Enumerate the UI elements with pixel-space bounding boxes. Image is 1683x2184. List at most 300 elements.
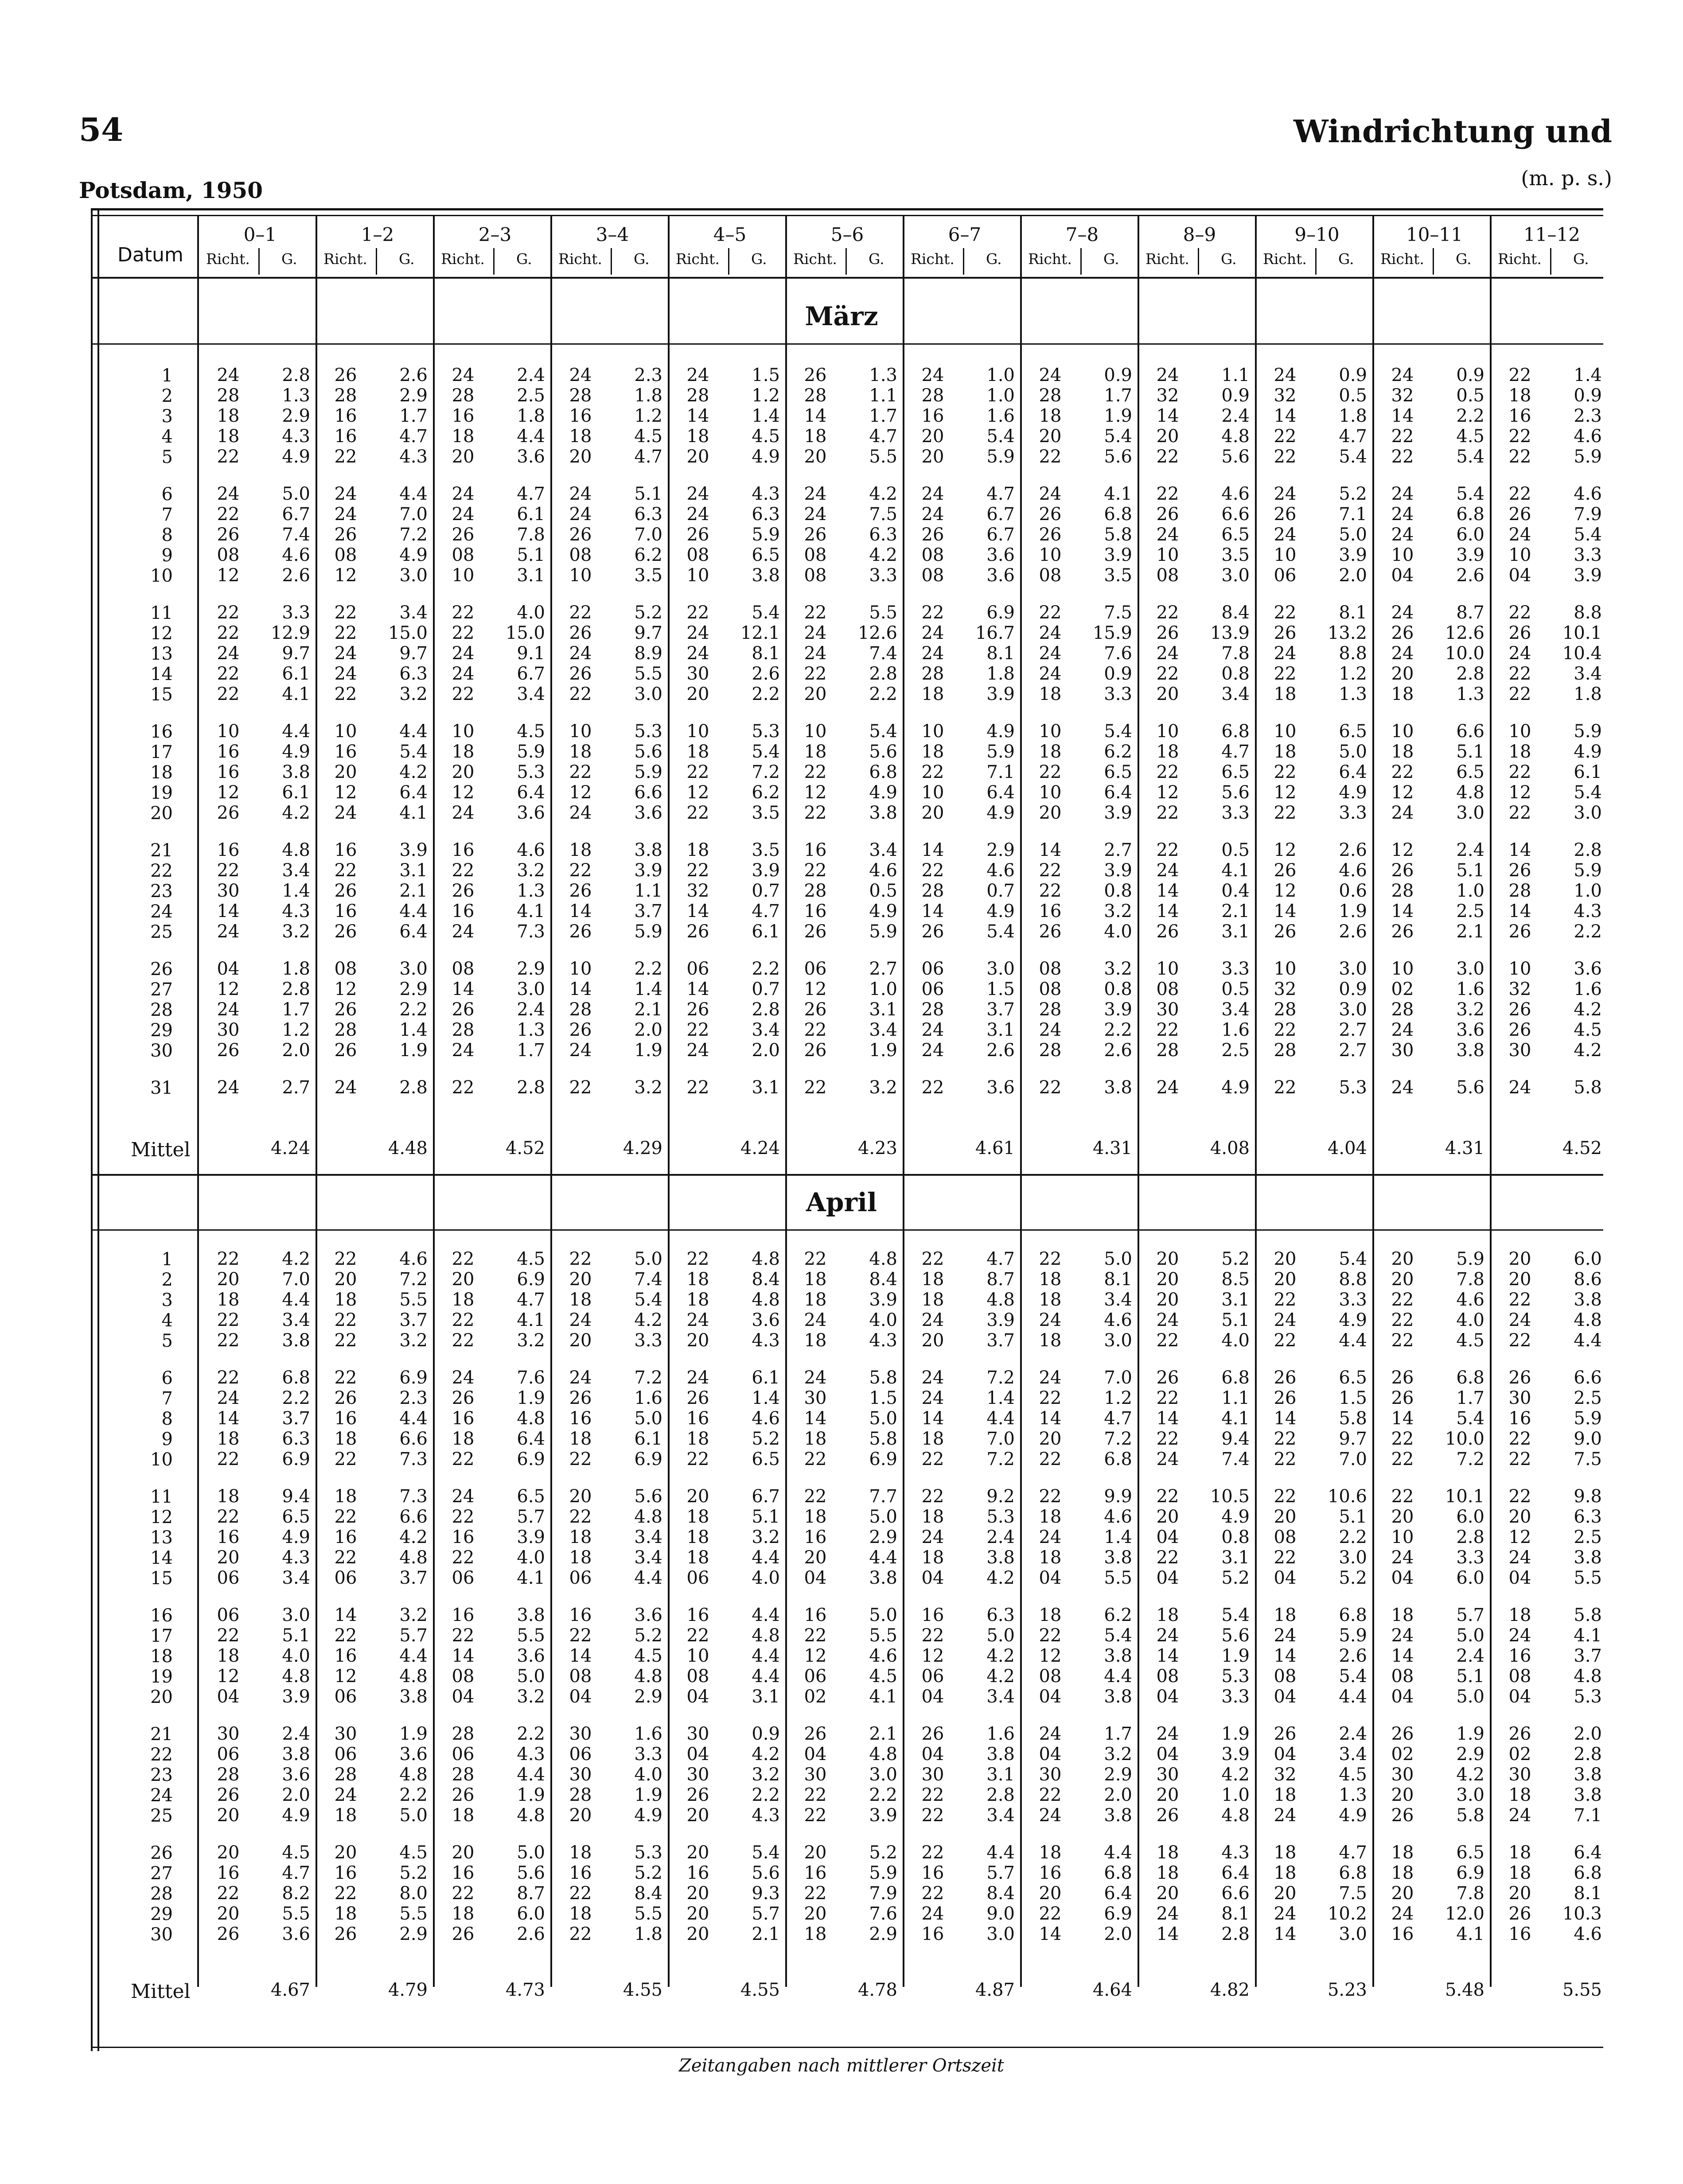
speed-cell: 4.2 [634,1310,662,1330]
speed-cell: 2.7 [282,1077,310,1098]
speed-cell: 6.6 [634,782,662,803]
direction-cell: 04 [217,959,240,979]
direction-cell: 22 [686,803,709,823]
speed-cell: 5.6 [1221,447,1250,467]
speed-cell: 13.2 [1327,623,1367,643]
speed-cell: 0.5 [1456,385,1484,406]
speed-cell: 5.1 [1456,860,1484,881]
direction-cell: 12 [804,1646,827,1666]
direction-cell: 26 [686,999,709,1020]
speed-cell: 5.2 [634,602,662,623]
speed-cell: 0.9 [1104,664,1132,684]
speed-cell: 1.0 [1456,881,1484,901]
direction-cell: 14 [686,406,709,426]
day-number: 2 [161,386,173,406]
day-number: 31 [150,1078,173,1098]
speed-cell: 4.4 [986,1408,1015,1429]
speed-cell: 6.5 [1339,1368,1367,1388]
day-number: 27 [150,979,173,1000]
speed-cell: 3.1 [1221,921,1250,942]
direction-cell: 30 [569,1724,592,1744]
direction-cell: 06 [334,1744,357,1764]
direction-cell: 24 [921,1040,944,1061]
direction-cell: 22 [686,1449,709,1469]
direction-cell: 18 [1508,1605,1531,1625]
direction-cell: 30 [1391,1764,1414,1785]
speed-cell: 7.6 [869,1904,897,1924]
speed-cell: 3.4 [869,840,897,860]
direction-cell: 22 [1274,1077,1297,1098]
speed-cell: 2.6 [1104,1040,1132,1061]
speed-cell: 6.8 [1339,1863,1367,1883]
direction-cell: 14 [921,1408,944,1429]
speed-cell: 0.9 [1456,365,1484,385]
direction-cell: 16 [452,840,475,860]
speed-cell: 7.3 [399,1449,428,1469]
direction-cell: 22 [686,860,709,881]
direction-cell: 26 [569,664,592,684]
direction-cell: 20 [1156,426,1179,447]
direction-cell: 06 [1274,565,1297,586]
direction-cell: 06 [921,959,944,979]
direction-cell: 10 [1039,545,1062,565]
speed-cell: 6.5 [1339,721,1367,742]
speed-cell: 2.9 [282,406,310,426]
speed-cell: 1.3 [517,1020,545,1040]
station-label: Potsdam, 1950 [79,177,263,203]
speed-cell: 6.4 [1221,1863,1250,1883]
speed-cell: 4.3 [282,426,310,447]
speed-cell: 4.7 [752,901,780,921]
speed-cell: 5.5 [282,1904,310,1924]
speed-cell: 2.0 [1104,1924,1132,1944]
direction-cell: 18 [334,1904,357,1924]
direction-cell: 10 [569,565,592,586]
direction-cell: 20 [921,803,944,823]
direction-cell: 28 [804,385,827,406]
speed-cell: 3.4 [1104,1290,1132,1310]
direction-cell: 18 [1274,1842,1297,1863]
direction-cell: 18 [1508,1842,1531,1863]
speed-cell: 5.3 [634,721,662,742]
speed-cell: 6.4 [986,782,1015,803]
direction-cell: 04 [1508,1568,1531,1588]
speed-cell: 3.2 [399,684,428,704]
direction-cell: 22 [921,1805,944,1826]
speed-cell: 6.9 [1456,1863,1484,1883]
direction-cell: 22 [1156,664,1179,684]
direction-cell: 22 [1156,1388,1179,1408]
speed-cell: 5.2 [634,1863,662,1883]
speed-cell: 5.0 [399,1805,428,1826]
day-number: 26 [150,1843,173,1863]
speed-cell: 3.8 [986,1744,1015,1764]
speed-cell: 4.8 [1221,426,1250,447]
direction-cell: 06 [921,1666,944,1687]
speed-cell: 2.5 [1574,1527,1602,1547]
speed-cell: 1.5 [869,1388,897,1408]
direction-cell: 12 [1391,782,1414,803]
direction-cell: 30 [1508,1040,1531,1061]
speed-cell: 8.7 [1456,602,1484,623]
direction-cell: 22 [921,1842,944,1863]
speed-cell: 4.8 [399,1764,428,1785]
speed-cell: 4.4 [634,1568,662,1588]
speed-cell: 1.6 [1574,979,1602,999]
speed-cell: 4.4 [1339,1330,1367,1351]
direction-cell: 24 [921,643,944,664]
speed-cell: 3.1 [752,1687,780,1707]
direction-cell: 28 [921,999,944,1020]
speed-cell: 5.5 [1574,1568,1602,1588]
speed-cell: 5.4 [1339,1249,1367,1269]
direction-cell: 26 [334,1924,357,1944]
speed-cell: 4.4 [1104,1666,1132,1687]
speed-cell: 4.8 [1574,1666,1602,1687]
speed-cell: 7.5 [1574,1449,1602,1469]
direction-cell: 04 [1508,1687,1531,1707]
direction-cell: 24 [217,643,240,664]
hour-header: 0–1 [243,224,277,245]
direction-cell: 22 [686,1077,709,1098]
running-title: Windrichtung und [1293,113,1612,150]
speed-cell: 5.9 [634,921,662,942]
speed-subheader: G. [281,250,297,268]
direction-cell: 02 [1391,1744,1414,1764]
direction-cell: 22 [1156,762,1179,782]
direction-cell: 20 [686,447,709,467]
speed-cell: 3.1 [399,860,428,881]
speed-cell: 2.9 [399,385,428,406]
speed-cell: 5.0 [517,1842,545,1863]
direction-cell: 24 [334,803,357,823]
speed-cell: 3.9 [1104,803,1132,823]
speed-cell: 3.0 [399,959,428,979]
day-number: 17 [150,1626,173,1646]
speed-cell: 5.3 [517,762,545,782]
speed-cell: 5.8 [1339,1408,1367,1429]
speed-cell: 6.0 [1456,1507,1484,1527]
speed-cell: 6.0 [517,1904,545,1924]
direction-cell: 24 [686,504,709,525]
direction-cell: 24 [1508,1547,1531,1568]
speed-cell: 5.1 [1456,1666,1484,1687]
speed-cell: 2.4 [1221,406,1250,426]
hour-header: 6–7 [948,224,982,245]
direction-cell: 22 [804,664,827,684]
speed-cell: 3.3 [1221,1687,1250,1707]
direction-cell: 22 [1274,1486,1297,1507]
direction-cell: 14 [921,840,944,860]
direction-cell: 12 [686,782,709,803]
mittel-value: 4.73 [505,1980,545,2000]
direction-cell: 08 [921,565,944,586]
direction-cell: 24 [452,504,475,525]
day-number: 30 [150,1924,173,1945]
speed-cell: 1.6 [1221,1020,1250,1040]
speed-cell: 5.3 [1574,1687,1602,1707]
speed-cell: 6.7 [282,504,310,525]
direction-cell: 06 [217,1568,240,1588]
direction-cell: 18 [452,426,475,447]
direction-cell: 26 [1039,921,1062,942]
speed-cell: 4.7 [1104,1408,1132,1429]
mittel-value: 4.67 [270,1980,310,2000]
direction-cell: 10 [1391,721,1414,742]
speed-cell: 4.0 [1456,1310,1484,1330]
speed-cell: 5.7 [399,1625,428,1646]
direction-cell: 24 [1274,484,1297,504]
direction-cell: 04 [1039,1687,1062,1707]
speed-cell: 2.1 [399,881,428,901]
speed-cell: 6.5 [1221,762,1250,782]
direction-cell: 24 [1156,1077,1179,1098]
direction-cell: 14 [1039,1408,1062,1429]
direction-cell: 24 [1156,1904,1179,1924]
speed-cell: 5.9 [986,742,1015,762]
direction-cell: 22 [804,1077,827,1098]
speed-cell: 4.2 [869,484,897,504]
direction-cell: 18 [804,742,827,762]
speed-cell: 4.4 [1104,1842,1132,1863]
speed-cell: 1.8 [282,959,310,979]
speed-cell: 1.7 [399,406,428,426]
direction-cell: 18 [1039,1269,1062,1290]
speed-cell: 1.9 [869,1040,897,1061]
speed-cell: 6.1 [634,1429,662,1449]
speed-cell: 4.6 [282,545,310,565]
direction-cell: 26 [1156,623,1179,643]
direction-cell: 24 [1156,1449,1179,1469]
direction-cell: 22 [1274,803,1297,823]
day-number: 23 [150,881,173,902]
speed-cell: 5.9 [1574,447,1602,467]
subheader-divider [258,248,260,275]
speed-cell: 2.6 [1339,840,1367,860]
dir-subheader: Richt. [911,250,954,268]
speed-cell: 6.8 [1221,721,1250,742]
hour-header: 3–4 [596,224,629,245]
mittel-value: 4.82 [1210,1980,1250,2000]
direction-cell: 20 [804,447,827,467]
direction-cell: 24 [921,623,944,643]
direction-cell: 16 [569,1408,592,1429]
speed-cell: 5.2 [1339,1568,1367,1588]
speed-cell: 7.1 [1339,504,1367,525]
direction-cell: 18 [1156,742,1179,762]
speed-cell: 4.7 [986,484,1015,504]
direction-cell: 22 [1156,1486,1179,1507]
day-number: 8 [161,1409,173,1429]
speed-cell: 2.8 [399,1077,428,1098]
direction-cell: 22 [217,1883,240,1904]
dir-subheader: Richt. [206,250,250,268]
speed-cell: 5.6 [869,742,897,762]
direction-cell: 24 [804,484,827,504]
speed-cell: 3.6 [986,1077,1015,1098]
direction-cell: 10 [686,565,709,586]
speed-cell: 6.0 [1456,1568,1484,1588]
direction-cell: 24 [1039,1020,1062,1040]
speed-cell: 4.1 [1221,1408,1250,1429]
speed-cell: 1.5 [752,365,780,385]
direction-cell: 26 [1508,999,1531,1020]
direction-cell: 14 [569,979,592,999]
direction-cell: 20 [217,1842,240,1863]
day-number: 20 [150,1687,173,1707]
direction-cell: 24 [686,365,709,385]
direction-cell: 32 [686,881,709,901]
speed-cell: 4.4 [752,1547,780,1568]
direction-cell: 04 [686,1744,709,1764]
speed-cell: 5.1 [1221,1310,1250,1330]
speed-cell: 6.4 [517,782,545,803]
speed-cell: 8.7 [986,1269,1015,1290]
speed-cell: 4.8 [1456,782,1484,803]
direction-cell: 16 [569,406,592,426]
direction-cell: 24 [1391,1904,1414,1924]
speed-cell: 5.4 [1456,447,1484,467]
speed-cell: 4.9 [282,1805,310,1826]
speed-cell: 7.5 [1339,1883,1367,1904]
direction-cell: 18 [1039,1605,1062,1625]
direction-cell: 20 [1391,1249,1414,1269]
direction-cell: 10 [1508,545,1531,565]
speed-cell: 4.9 [282,447,310,467]
direction-cell: 08 [686,1666,709,1687]
direction-cell: 14 [1039,1924,1062,1944]
speed-cell: 7.2 [986,1368,1015,1388]
speed-cell: 8.5 [1221,1269,1250,1290]
speed-cell: 4.8 [634,1666,662,1687]
direction-cell: 24 [1039,1805,1062,1826]
speed-cell: 1.0 [869,979,897,999]
direction-cell: 26 [217,525,240,545]
speed-cell: 5.2 [1221,1249,1250,1269]
speed-cell: 3.7 [986,999,1015,1020]
speed-cell: 6.9 [282,1449,310,1469]
direction-cell: 22 [804,1449,827,1469]
direction-cell: 20 [334,1842,357,1863]
direction-cell: 12 [1508,1527,1531,1547]
speed-cell: 1.3 [1339,1785,1367,1805]
day-number: 1 [161,365,173,386]
speed-cell: 7.6 [517,1368,545,1388]
direction-cell: 26 [334,365,357,385]
speed-cell: 0.4 [1221,881,1250,901]
speed-cell: 4.4 [752,1605,780,1625]
direction-cell: 08 [334,959,357,979]
speed-cell: 6.2 [1104,1605,1132,1625]
direction-cell: 22 [804,803,827,823]
speed-cell: 2.7 [1104,840,1132,860]
direction-cell: 22 [334,1249,357,1269]
speed-cell: 9.9 [1104,1486,1132,1507]
speed-cell: 3.9 [1456,545,1484,565]
speed-cell: 7.4 [869,643,897,664]
direction-cell: 18 [1391,1863,1414,1883]
direction-cell: 20 [334,762,357,782]
direction-cell: 22 [1508,762,1531,782]
speed-cell: 0.5 [1221,979,1250,999]
direction-cell: 16 [1508,406,1531,426]
speed-cell: 8.8 [1574,602,1602,623]
speed-cell: 3.8 [399,1687,428,1707]
speed-cell: 2.2 [399,999,428,1020]
speed-cell: 3.6 [517,447,545,467]
hour-column-line [433,215,435,1987]
direction-cell: 22 [921,1449,944,1469]
direction-cell: 12 [1274,782,1297,803]
bottom-rule [91,2047,1603,2048]
speed-cell: 5.0 [517,1666,545,1687]
speed-cell: 5.5 [869,447,897,467]
direction-cell: 22 [334,860,357,881]
direction-cell: 22 [1274,1449,1297,1469]
speed-cell: 2.8 [517,1077,545,1098]
dir-subheader: Richt. [323,250,367,268]
direction-cell: 24 [921,1020,944,1040]
speed-cell: 4.0 [634,1764,662,1785]
speed-cell: 8.4 [1221,602,1250,623]
direction-cell: 16 [686,1408,709,1429]
direction-cell: 04 [804,1568,827,1588]
direction-cell: 08 [686,545,709,565]
direction-cell: 16 [217,742,240,762]
direction-cell: 24 [1039,365,1062,385]
speed-cell: 7.3 [399,1486,428,1507]
speed-cell: 1.9 [1104,406,1132,426]
speed-cell: 1.9 [1456,1724,1484,1744]
speed-cell: 1.8 [1339,406,1367,426]
direction-cell: 30 [217,881,240,901]
direction-cell: 24 [217,484,240,504]
speed-cell: 3.9 [1221,1744,1250,1764]
direction-cell: 28 [334,385,357,406]
speed-cell: 2.8 [282,979,310,999]
direction-cell: 18 [452,1290,475,1310]
direction-cell: 12 [1156,782,1179,803]
speed-cell: 4.9 [1574,742,1602,762]
speed-cell: 3.8 [634,840,662,860]
direction-cell: 26 [452,1388,475,1408]
speed-cell: 3.1 [1221,1547,1250,1568]
speed-cell: 10.0 [1445,1429,1484,1449]
direction-cell: 22 [686,1020,709,1040]
direction-cell: 24 [804,643,827,664]
day-number: 25 [150,922,173,942]
dir-subheader: Richt. [1380,250,1424,268]
speed-cell: 5.2 [634,1625,662,1646]
speed-cell: 5.4 [1104,426,1132,447]
speed-cell: 3.6 [282,1924,310,1944]
direction-cell: 24 [1156,1724,1179,1744]
direction-cell: 16 [217,1527,240,1547]
speed-cell: 3.7 [282,1408,310,1429]
speed-cell: 4.4 [399,721,428,742]
speed-cell: 5.4 [634,1290,662,1310]
mittel-value: 4.29 [623,1138,662,1158]
direction-cell: 22 [1039,860,1062,881]
speed-cell: 2.2 [634,959,662,979]
direction-cell: 16 [1508,1646,1531,1666]
speed-cell: 6.2 [752,782,780,803]
day-number: 7 [161,1388,173,1409]
day-number: 14 [150,1548,173,1568]
direction-cell: 20 [1508,1883,1531,1904]
direction-cell: 22 [452,1625,475,1646]
speed-cell: 8.1 [986,643,1015,664]
